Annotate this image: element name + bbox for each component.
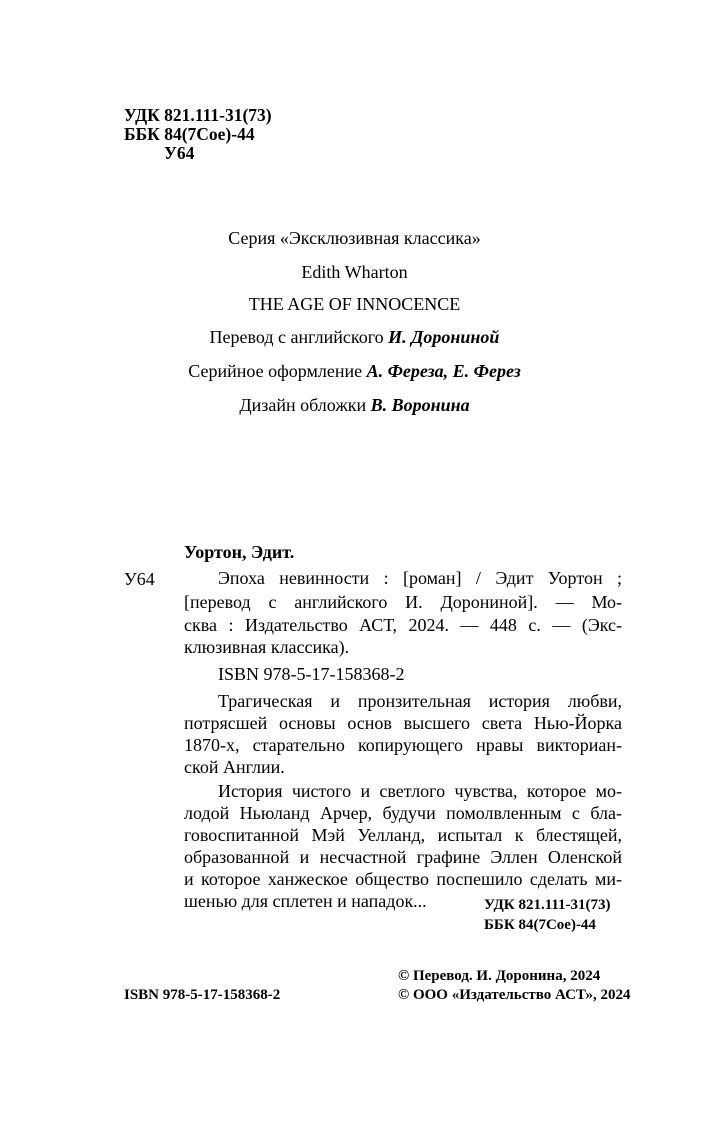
card-description-line: Эпоха невинности : [роман] / Эдит Уортон ; [218, 568, 622, 588]
card-mark: У64 [124, 569, 155, 589]
copyright-translation: © Перевод. И. Доронина, 2024 [398, 968, 601, 984]
series-design-credit [0, 361, 709, 381]
udk-code: УДК 821.111-31(73) [124, 105, 272, 125]
annotation-line: образованной и несчастной графине Эллен Оленской [184, 847, 622, 867]
series-designers: А. Фереза, Е. Ферез [366, 361, 521, 381]
cover-design-credit [0, 395, 709, 415]
annotation-line: История чистого и светлого чувства, которое мо- [218, 781, 622, 801]
annotation-line-last: шенью для сплетен и нападок... [184, 891, 427, 911]
series-line: Серия «Эксклюзивная классика» [228, 228, 481, 248]
author-mark: У64 [164, 143, 195, 163]
annotation-line: лодой Ньюланд Арчер, будучи помолвленным с бла- [184, 803, 622, 823]
author-en: Edith Wharton [301, 262, 408, 282]
annotation-line-last: ской Англии. [184, 757, 285, 777]
card-isbn: ISBN 978-5-17-158368-2 [218, 664, 405, 684]
card-description-line: сква : Издательство АСТ, 2024. — 448 с. — (Экс- [184, 615, 622, 635]
translation-credit [0, 327, 709, 347]
cover-designer: В. Воронина [370, 395, 470, 415]
card-udk: УДК 821.111-31(73) [484, 897, 611, 913]
card-description-line: [перевод с английского И. Дорониной]. — Мо- [184, 592, 622, 612]
copyright-publisher: © ООО «Издательство АСТ», 2024 [398, 987, 631, 1003]
annotation-line: Трагическая и пронзительная история любви, [218, 691, 622, 711]
series-design-prefix: Серийное оформление [188, 361, 363, 381]
annotation-line: говоспитанной Мэй Уелланд, испытал к блестящей, [184, 825, 622, 845]
cover-design-prefix: Дизайн обложки [239, 395, 367, 415]
footer-isbn: ISBN 978-5-17-158368-2 [124, 987, 281, 1003]
translator-name: И. Дорониной [388, 327, 500, 347]
card-bbk: ББК 84(7Сое)-44 [484, 917, 596, 933]
translation-prefix: Перевод с английского [209, 327, 384, 347]
bbk-code: ББК 84(7Сое)-44 [124, 124, 255, 144]
title-en: THE AGE OF INNOCENCE [248, 294, 461, 314]
annotation-line: 1870-х, старательно копирующего нравы викториан- [184, 735, 622, 755]
annotation-line: потрясшей основы основ высшего света Нью-Йорка [184, 713, 622, 733]
card-heading: Уортон, Эдит. [184, 542, 295, 562]
annotation-line: и которое ханжеское общество поспешило сделать ми- [184, 869, 622, 889]
card-description-line-last: клюзивная классика). [184, 637, 350, 657]
